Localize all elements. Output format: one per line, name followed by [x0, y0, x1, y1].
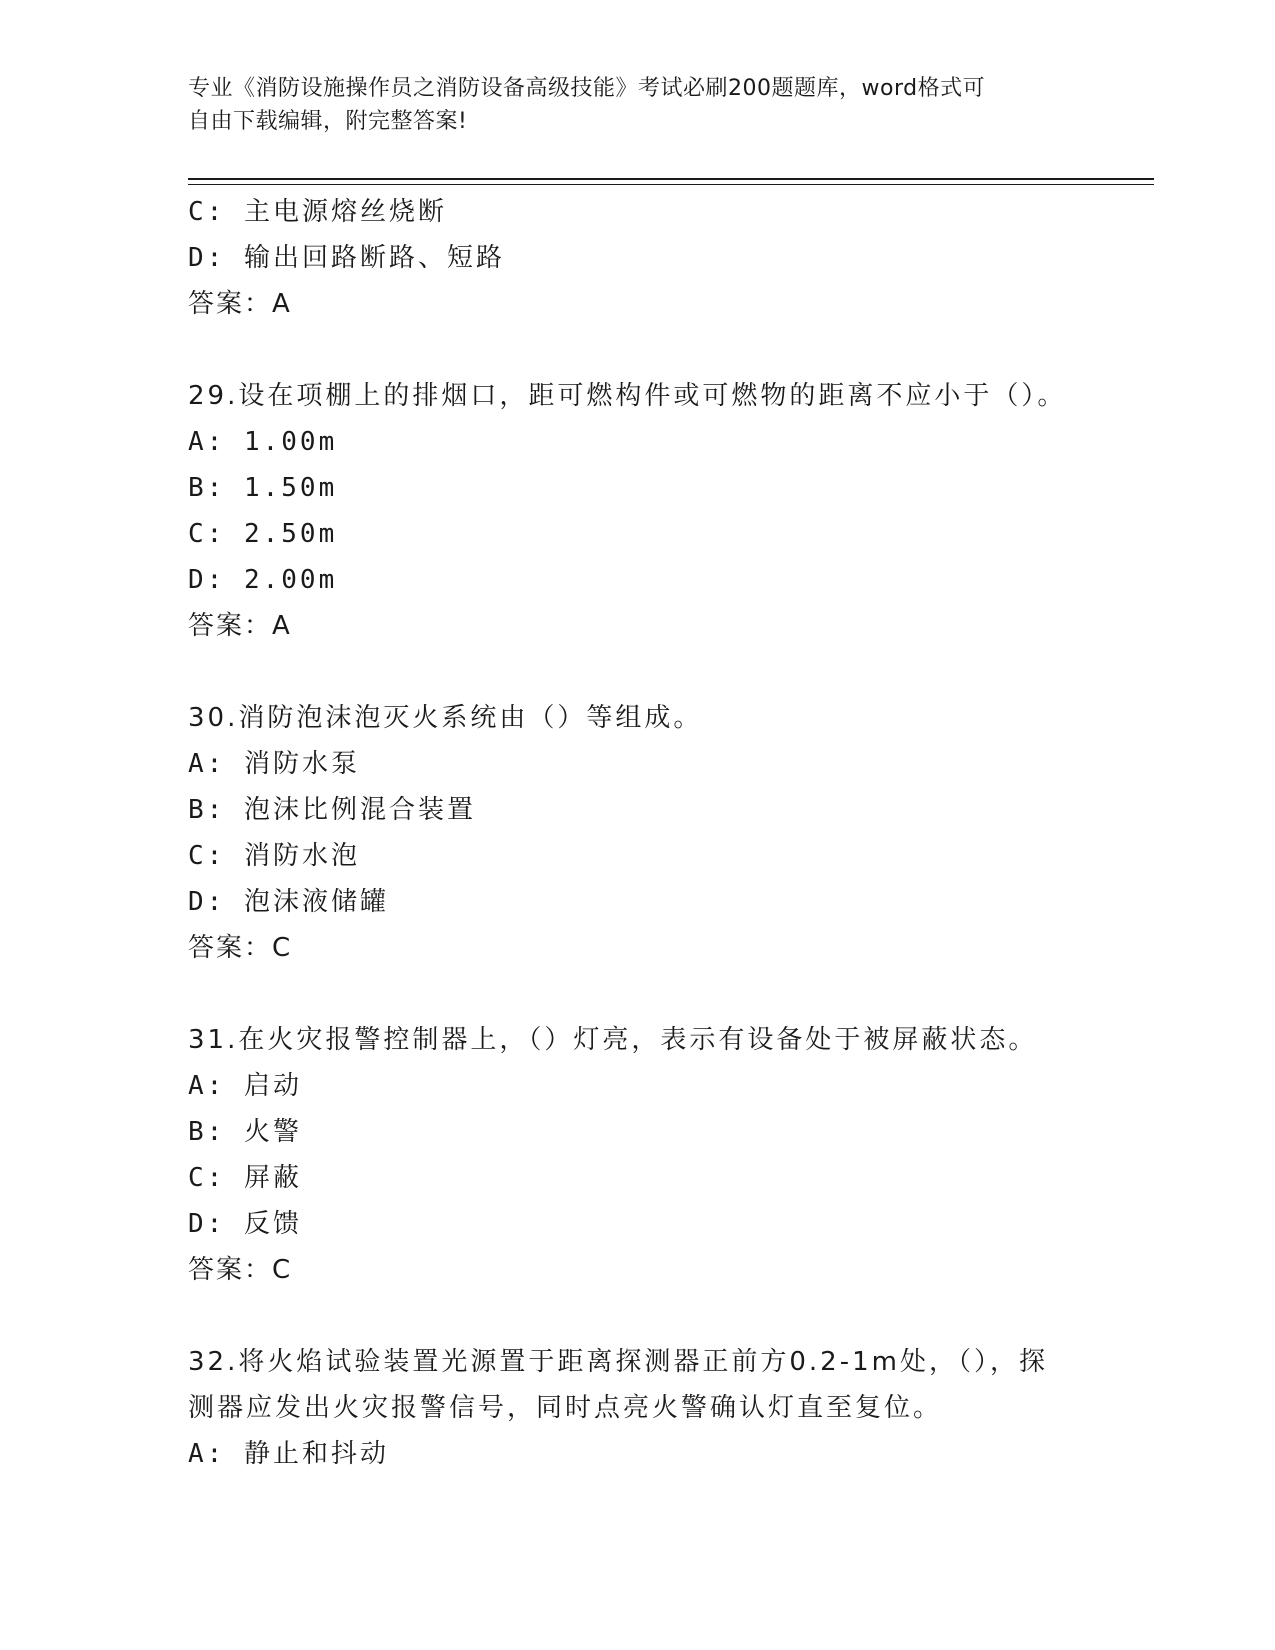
- option-d: D: 输出回路断路、短路: [188, 243, 505, 273]
- question-stem-line-2: 测器应发出火灾报警信号，同时点亮火警确认灯直至复位。: [188, 1393, 943, 1423]
- answer: 答案：C: [188, 933, 293, 963]
- spacer: [188, 971, 1088, 1017]
- header-line-2: 自由下载编辑，附完整答案!: [188, 109, 468, 134]
- question-31: [188, 1017, 1088, 1293]
- option-d: D: 2.00m: [188, 565, 338, 595]
- question-stem: 31.在火灾报警控制器上，（）灯亮，表示有设备处于被屏蔽状态。: [188, 1025, 1038, 1055]
- option-a: A: 消防水泵: [188, 749, 360, 779]
- question-stem: 29.设在项棚上的排烟口，距可燃构件或可燃物的距离不应小于（）。: [188, 381, 1067, 411]
- option-b: B: 泡沫比例混合装置: [188, 795, 476, 825]
- option-c: C: 屏蔽: [188, 1163, 302, 1193]
- option-d: D: 反馈: [188, 1209, 302, 1239]
- question-29: [188, 373, 1088, 649]
- option-c: C: 消防水泡: [188, 841, 360, 871]
- spacer: [188, 649, 1088, 695]
- option-b: B: 火警: [188, 1117, 302, 1147]
- answer: 答案：A: [188, 611, 292, 641]
- question-stem: 30.消防泡沫泡灭火系统由（）等组成。: [188, 703, 703, 733]
- option-a: A: 静止和抖动: [188, 1439, 389, 1469]
- question-list: [188, 189, 1088, 1477]
- option-a: A: 启动: [188, 1071, 302, 1101]
- option-d: D: 泡沫液储罐: [188, 887, 389, 917]
- question-28-tail: [188, 189, 1088, 327]
- header-divider-thick: [188, 178, 1154, 180]
- option-a: A: 1.00m: [188, 427, 338, 457]
- option-c: C: 主电源熔丝烧断: [188, 197, 447, 227]
- question-30: [188, 695, 1088, 971]
- question-32: [188, 1339, 1088, 1477]
- spacer: [188, 327, 1088, 373]
- header-line-1: 专业《消防设施操作员之消防设备高级技能》考试必刷200题题库，word格式可: [188, 76, 986, 101]
- option-c: C: 2.50m: [188, 519, 338, 549]
- answer: 答案：C: [188, 1255, 293, 1285]
- option-b: B: 1.50m: [188, 473, 338, 503]
- question-stem-line-1: 32.将火焰试验装置光源置于距离探测器正前方0.2-1m处，（），探: [188, 1347, 1048, 1377]
- header-divider-thin: [188, 184, 1154, 185]
- answer: 答案：A: [188, 289, 292, 319]
- document-header: [188, 72, 1088, 138]
- spacer: [188, 1293, 1088, 1339]
